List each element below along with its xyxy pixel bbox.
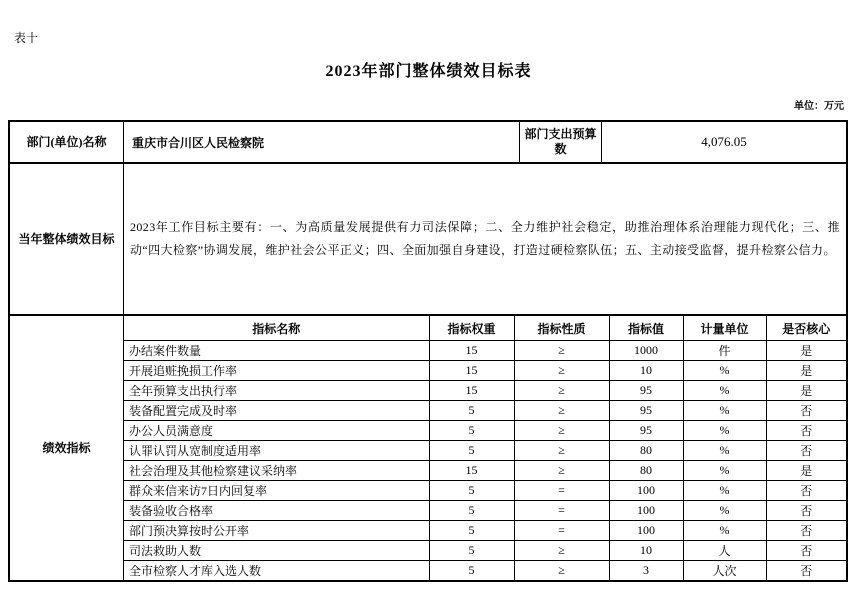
dept-info-row: [10, 122, 846, 164]
indicator-core-cell: 否: [766, 421, 846, 441]
indicator-weight-cell: 5: [429, 501, 514, 521]
indicator-name-cell: 群众来信来访7日内回复率: [124, 481, 429, 501]
indicator-row: [124, 481, 846, 501]
indicator-core-cell: 否: [766, 441, 846, 461]
indicator-value-cell: 100: [609, 521, 683, 541]
col-header-indicator-nature: 指标性质: [514, 316, 609, 341]
indicator-name-cell: 装备配置完成及时率: [124, 401, 429, 421]
indicator-value-cell: 80: [609, 441, 683, 461]
unit-note: 单位：万元: [794, 101, 844, 112]
indicator-core-cell: 否: [766, 401, 846, 421]
indicator-row: [124, 381, 846, 401]
indicator-name-cell: 全年预算支出执行率: [124, 381, 429, 401]
indicator-value-cell: 10: [609, 361, 683, 381]
indicator-row: [124, 341, 846, 361]
indicator-nature-cell: ≥: [514, 421, 609, 441]
performance-target-table: [8, 120, 848, 582]
indicator-unit-cell: 人: [683, 541, 766, 561]
indicator-nature-cell: =: [514, 481, 609, 501]
indicator-nature-cell: ≥: [514, 541, 609, 561]
table-number-tag: 表十: [14, 31, 39, 45]
page-title: 2023年部门整体绩效目标表: [325, 63, 532, 80]
col-header-indicator-weight: 指标权重: [429, 316, 514, 341]
indicator-name-cell: 装备验收合格率: [124, 501, 429, 521]
indicator-name-cell: 社会治理及其他检察建议采纳率: [124, 461, 429, 481]
dept-name-value: 重庆市合川区人民检察院: [124, 122, 520, 162]
indicator-nature-cell: =: [514, 501, 609, 521]
indicator-unit-cell: 件: [683, 341, 766, 361]
indicator-weight-cell: 5: [429, 541, 514, 561]
col-header-measure-unit: 计量单位: [683, 316, 766, 341]
indicator-value-cell: 1000: [609, 341, 683, 361]
indicator-core-cell: 否: [766, 561, 846, 581]
indicator-nature-cell: ≥: [514, 561, 609, 581]
indicator-name-cell: 认罪认罚从宽制度适用率: [124, 441, 429, 461]
indicator-row: [124, 361, 846, 381]
indicator-weight-cell: 15: [429, 461, 514, 481]
indicator-core-cell: 是: [766, 461, 846, 481]
annual-target-text: 2023年工作目标主要有：一、为高质量发展提供有力司法保障；二、全力维护社会稳定，助推治理体系治理能力现代化；三、推动“四大检察”协调发展，维护社会公平正义；四、全面加强自身建设，打造过硬检察队伍；五、主动接受监督，提升检察公信力。: [130, 220, 840, 257]
col-header-indicator-value: 指标值: [609, 316, 683, 341]
indicator-row: [124, 521, 846, 541]
indicator-weight-cell: 5: [429, 401, 514, 421]
indicator-weight-cell: 5: [429, 481, 514, 501]
indicator-core-cell: 否: [766, 501, 846, 521]
indicator-nature-cell: =: [514, 521, 609, 541]
indicator-nature-cell: ≥: [514, 441, 609, 461]
indicator-unit-cell: %: [683, 441, 766, 461]
indicator-value-cell: 80: [609, 461, 683, 481]
indicator-core-cell: 是: [766, 381, 846, 401]
indicator-weight-cell: 5: [429, 561, 514, 581]
indicator-unit-cell: %: [683, 421, 766, 441]
indicator-row: [124, 561, 846, 581]
indicator-unit-cell: %: [683, 381, 766, 401]
indicator-core-cell: 否: [766, 521, 846, 541]
col-header-indicator-name: 指标名称: [124, 316, 429, 341]
indicator-unit-cell: 人次: [683, 561, 766, 581]
indicator-unit-cell: %: [683, 521, 766, 541]
indicator-row: [124, 501, 846, 521]
indicator-name-cell: 办公人员满意度: [124, 421, 429, 441]
indicator-row: [124, 421, 846, 441]
indicator-name-cell: 全市检察人才库入选人数: [124, 561, 429, 581]
indicator-name-cell: 办结案件数量: [124, 341, 429, 361]
indicator-unit-cell: %: [683, 361, 766, 381]
indicator-value-cell: 95: [609, 381, 683, 401]
indicator-nature-cell: ≥: [514, 361, 609, 381]
dept-name-label: 部门(单位)名称: [10, 122, 124, 162]
indicator-nature-cell: ≥: [514, 381, 609, 401]
indicator-name-cell: 开展追赃挽损工作率: [124, 361, 429, 381]
indicators-label: 绩效指标: [10, 316, 124, 580]
indicator-weight-cell: 15: [429, 341, 514, 361]
indicator-nature-cell: ≥: [514, 461, 609, 481]
indicator-name-cell: 司法救助人数: [124, 541, 429, 561]
indicator-name-cell: 部门预决算按时公开率: [124, 521, 429, 541]
indicator-nature-cell: ≥: [514, 341, 609, 361]
indicators-table-wrap: [124, 316, 846, 580]
indicator-value-cell: 100: [609, 481, 683, 501]
indicator-row: [124, 441, 846, 461]
indicator-core-cell: 是: [766, 361, 846, 381]
indicator-weight-cell: 5: [429, 521, 514, 541]
indicator-weight-cell: 5: [429, 441, 514, 461]
indicator-row: [124, 541, 846, 561]
indicator-unit-cell: %: [683, 401, 766, 421]
indicator-nature-cell: ≥: [514, 401, 609, 421]
indicator-value-cell: 10: [609, 541, 683, 561]
annual-target-label: 当年整体绩效目标: [10, 164, 124, 314]
col-header-is-core: 是否核心: [766, 316, 846, 341]
indicator-weight-cell: 5: [429, 421, 514, 441]
indicator-unit-cell: %: [683, 461, 766, 481]
indicator-value-cell: 95: [609, 421, 683, 441]
indicator-row: [124, 461, 846, 481]
indicator-row: [124, 401, 846, 421]
annual-target-row: [10, 164, 846, 316]
budget-value: 4,076.05: [701, 134, 747, 149]
annual-target-cell: [124, 164, 846, 314]
indicator-value-cell: 95: [609, 401, 683, 421]
indicator-core-cell: 是: [766, 341, 846, 361]
indicator-weight-cell: 15: [429, 361, 514, 381]
indicators-table: [124, 316, 846, 580]
indicator-unit-cell: %: [683, 481, 766, 501]
indicators-row: [10, 316, 846, 580]
indicators-header-row: [124, 316, 846, 341]
budget-label: 部门支出预算数: [520, 122, 602, 162]
indicator-value-cell: 3: [609, 561, 683, 581]
indicator-unit-cell: %: [683, 501, 766, 521]
indicator-core-cell: 否: [766, 541, 846, 561]
indicator-value-cell: 100: [609, 501, 683, 521]
indicator-core-cell: 否: [766, 481, 846, 501]
indicator-weight-cell: 15: [429, 381, 514, 401]
